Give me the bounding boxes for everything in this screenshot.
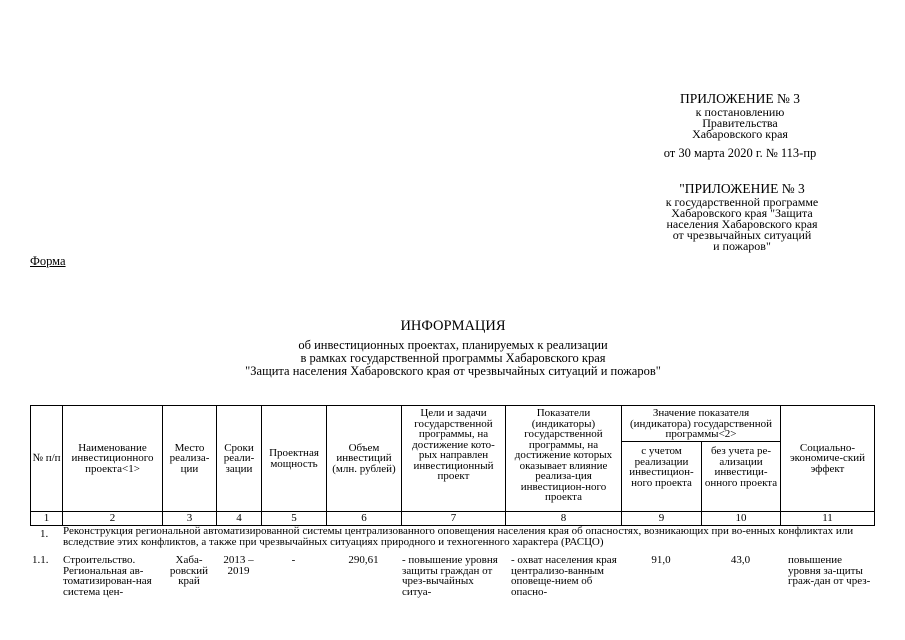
row-number: 1.1. [32,554,49,566]
document-subtitle-line: в рамках государственной программы Хабаровского края [300,351,606,365]
investment-projects-table-header [30,405,875,526]
appendix-line: к постановлению [695,105,785,119]
header-cell-capacity: Проектная мощность [262,406,327,512]
cell-capacity: - [291,554,296,566]
appendix-line: к государственной программе [665,195,819,209]
appendix-line: Правительства [702,116,778,130]
section-row [30,526,874,547]
document-title: ИНФОРМАЦИЯ [400,318,506,334]
document-heading [153,318,753,378]
form-label: Форма [30,254,66,268]
cell-indicator: - охват населения края централизо-ванным оповеще-нием об опасно- [511,554,617,598]
appendix-header-program [636,181,848,252]
appendix-line: Хабаровского края "Защита [671,206,813,220]
appendix-line: Хабаровского края [692,127,788,141]
header-cell-name: Наименование инвестиционного проекта<1> [63,406,163,512]
column-number: 1 [31,512,63,526]
investment-projects-table-body [30,526,874,597]
cell-project-name: Строительство. Региональная ав-томатизирован-ная система цен- [63,554,152,598]
column-number: 9 [622,512,702,526]
appendix-line: и пожаров" [713,239,771,253]
column-number: 6 [327,512,402,526]
appendix-title: ПРИЛОЖЕНИЕ № 3 [679,91,801,106]
appendix-header-decree [640,91,840,159]
header-cell-place: Место реализа-ции [163,406,217,512]
cell-goal: - повышение уровня защиты граждан от чрез-вычайных ситуа- [402,554,498,598]
document-subtitle-line: об инвестиционных проектах, планируемых к реализации [298,338,608,352]
header-cell-num: № п/п [31,406,63,512]
table-row [30,547,874,597]
header-cell-goals: Цели и задачи государственной программы, на достижение кото-рых направлен инвестиционный проект [402,406,506,512]
cell-volume: 290,61 [348,554,379,566]
header-cell-indicators: Показатели (индикаторы) государственной программы, на достижение которых оказывает влияние реализа-ция инвестицион-ного проекта [506,406,622,512]
header-cell-term: Сроки реали-зации [217,406,262,512]
appendix-title: "ПРИЛОЖЕНИЕ № 3 [679,181,805,196]
document-subtitle-line: "Защита населения Хабаровского края от чрезвычайных ситуаций и пожаров" [245,364,661,378]
column-number: 5 [262,512,327,526]
header-cell-effect: Социально-экономиче-ский эффект [781,406,875,512]
cell-without-project: 43,0 [730,554,751,566]
cell-effect: повышение уровня за-щиты граж-дан от чрез- [788,554,871,587]
column-number: 11 [781,512,875,526]
column-number: 4 [217,512,262,526]
header-cell-without-project: без учета ре-ализации инвестици-онного проекта [702,442,781,512]
header-cell-indicator-value: Значение показателя (индикатора) государственной программы<2> [622,406,781,442]
column-number: 3 [163,512,217,526]
column-number: 10 [702,512,781,526]
column-number: 8 [506,512,622,526]
header-cell-with-project: с учетом реализации инвестицион-ного проекта [622,442,702,512]
cell-with-project: 91,0 [651,554,671,566]
column-number: 2 [63,512,163,526]
appendix-date: от 30 марта 2020 г. № 113-пр [663,146,817,160]
section-title: Реконструкция региональной автоматизированной системы централизованного оповещения населения края об опасностях, возникающих при во-енных конфликтах или вследствие этих конфликтов, а также при чрезвычайных ситуациях природного и техногенного характера (РАСЦО) [63,525,854,548]
appendix-line: населения Хабаровского края [666,217,818,231]
appendix-line: от чрезвычайных ситуаций [672,228,812,242]
cell-term: 2013 – 2019 [223,554,254,577]
header-cell-volume: Объем инвестиций (млн. рублей) [327,406,402,512]
cell-place: Хаба-ровский край [169,554,209,587]
section-number: 1. [40,528,49,540]
column-number: 7 [402,512,506,526]
